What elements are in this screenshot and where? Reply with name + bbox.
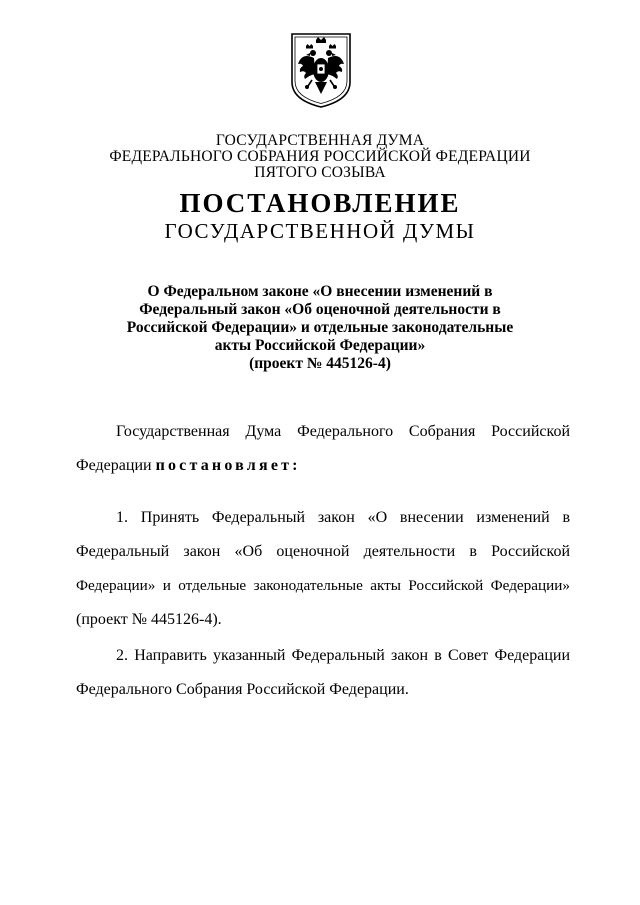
decree-word: постановляет:: [155, 457, 301, 474]
header-convocation: ПЯТОГО СОЗЫВА: [254, 164, 386, 181]
document-title: ПОСТАНОВЛЕНИЕ: [179, 188, 461, 218]
preamble-text: Федерации: [76, 457, 156, 474]
subject-line: Российской Федерации» и отдельные законодательные: [126, 319, 514, 336]
subject-line: Федеральный закон «Об оценочной деятельности в: [139, 301, 501, 318]
item-2-line: 2. Направить указанный Федеральный закон в Совет Федерации: [116, 647, 570, 664]
preamble-line: Государственная Дума Федерального Собрания Российской: [116, 423, 570, 440]
item-2-paragraph: [76, 646, 570, 700]
header-duma: ГОСУДАРСТВЕННАЯ ДУМА: [215, 132, 425, 149]
coat-of-arms-icon: [288, 30, 354, 110]
header-federal-assembly: ФЕДЕРАЛЬНОГО СОБРАНИЯ РОССИЙСКОЙ ФЕДЕРАЦИИ: [109, 148, 531, 165]
item-1-line: 1. Принять Федеральный закон «О внесении изменений в: [116, 509, 570, 526]
item-1-line: Федерации» и отдельные законодательные акты Российской Федерации»: [76, 577, 570, 594]
subject-line: О Федеральном законе «О внесении изменений в: [147, 283, 493, 300]
subject-line: акты Российской Федерации»: [214, 337, 426, 354]
document-subject: [0, 283, 640, 373]
item-1-line: Федеральный закон «Об оценочной деятельности в Российской: [76, 543, 570, 560]
document-subtitle: ГОСУДАРСТВЕННОЙ ДУМЫ: [164, 219, 476, 243]
preamble-paragraph: [76, 422, 570, 476]
preamble-line: [76, 456, 570, 476]
item-1-paragraph: [76, 508, 570, 630]
item-1-line: (проект № 445126-4).: [76, 611, 222, 628]
item-2-line: Федерального Собрания Российской Федерации.: [76, 681, 409, 698]
subject-line: (проект № 445126-4): [249, 355, 391, 372]
